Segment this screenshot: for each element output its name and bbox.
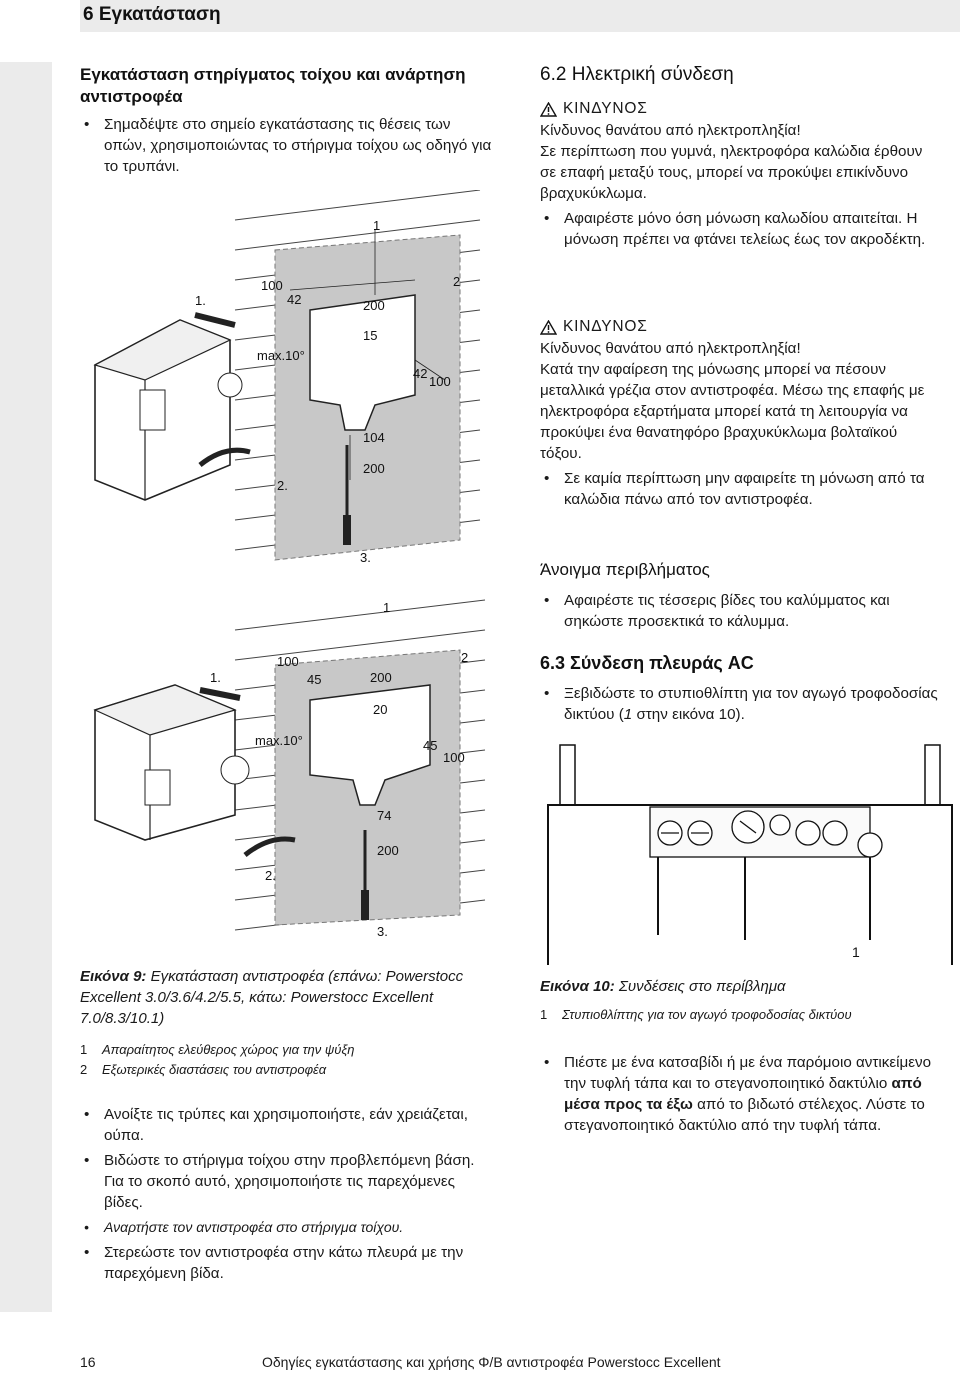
top-dim-100: 100 [261, 278, 283, 293]
step-item: • Στερεώστε τον αντιστροφέα στην κάτω πλευρά με την παρεχόμενη βίδα. [80, 1242, 495, 1284]
plug-bullet: • Πιέστε με ένα κατσαβίδι ή με ένα παρόμοιο αντικείμενο την τυφλή τάπα και το στεγανοποιητικό δακτύλιο από μέσα προς τα έξω από το βιδωτό στέλεχος. Λύστε το στεγανοποιητικό δακτύλιο από την τυφλή τάπα. [540, 1052, 950, 1136]
figure-9-bottom-drawing [85, 590, 495, 940]
figure-9-top-drawing [85, 190, 495, 570]
top-callout-2: 2 [453, 274, 461, 289]
top-dim-100b: 100 [429, 374, 451, 389]
legend-item: 1 Στυπιοθλίπτης για τον αγωγό τροφοδοσίας δικτύου [540, 1007, 852, 1022]
ac-heading: 6.3 Σύνδεση πλευράς AC [540, 653, 754, 673]
bottom-dim-45a: 45 [307, 672, 322, 687]
danger-title-2: ΚΙΝΔΥΝΟΣ [540, 318, 940, 336]
bottom-dim-200a: 200 [370, 670, 392, 685]
top-step2: 2. [277, 478, 288, 493]
electrical-heading: 6.2 Ηλεκτρική σύνδεση [540, 64, 734, 85]
top-max-angle: max.10° [257, 348, 305, 363]
top-step3: 3. [360, 550, 371, 565]
warning-triangle-icon [540, 320, 557, 335]
bottom-callout-1: 1 [383, 600, 391, 615]
warning-triangle-icon [540, 102, 557, 117]
bottom-step3: 3. [377, 924, 388, 939]
top-dim-104: 104 [363, 430, 385, 445]
danger-subtitle-1: Κίνδυνος θανάτου από ηλεκτροπληξία! [540, 122, 801, 139]
legend-item: 2 Εξωτερικές διαστάσεις του αντιστροφέα [80, 1062, 327, 1077]
danger-title-1: ΚΙΝΔΥΝΟΣ [540, 100, 940, 118]
step-item: • Αναρτήστε τον αντιστροφέα στο στήριγμα τοίχου. [80, 1217, 495, 1238]
footer-document-title: Οδηγίες εγκατάστασης και χρήσης Φ/Β αντιστροφέα Powerstocc Excellent [262, 1354, 721, 1370]
figure-9-label: Εικόνα 9: [80, 968, 147, 985]
bottom-dim-100: 100 [277, 654, 299, 669]
mount-bullet: • Σημαδέψτε στο σημείο εγκατάστασης τις θέσεις των οπών, χρησιμοποιώντας το στήριγμα τοίχου ως οδηγό για το τρυπάνι. [80, 114, 495, 177]
bottom-dim-100b: 100 [443, 750, 465, 765]
legend-item: 1 Απαραίτητος ελεύθερος χώρος για την ψύξη [80, 1042, 355, 1057]
top-dim-200a: 200 [363, 298, 385, 313]
chapter-title: 6 Εγκατάσταση [83, 4, 221, 25]
bottom-dim-45b: 45 [423, 738, 438, 753]
danger-body-2: Κατά την αφαίρεση της μόνωσης μπορεί να πέσουν μεταλλικά γρέζια στον αντιστροφέα. Μέσω της επαφής με ηλεκτροφόρα εξαρτήματα μπορεί κατά τη λειτουργία να προκύψει ένα θανατηφόρο βραχυκύκλωμα βολταϊκού τόξου. [540, 361, 925, 462]
step-item: • Βιδώστε το στήριγμα τοίχου στην προβλεπόμενη βάση. Για το σκοπό αυτό, χρησιμοποιήστε τις παρεχόμενες βίδες. [80, 1150, 495, 1213]
page-number: 16 [80, 1354, 96, 1370]
mount-bullet-list [80, 114, 495, 177]
danger-bullets-2 [540, 468, 940, 510]
figure-10-label: Εικόνα 10: [540, 978, 615, 995]
top-step1: 1. [195, 293, 206, 308]
ac-bullet: • Ξεβιδώστε το στυπιοθλίπτη για τον αγωγό τροφοδοσίας δικτύου (1 στην εικόνα 10). [540, 683, 950, 725]
page-margin-bar [0, 62, 52, 1312]
housing-bullet: • Αφαιρέστε τις τέσσερις βίδες του καλύμματος και σηκώστε προσεκτικά το κάλυμμα. [540, 590, 950, 632]
mounting-steps [80, 1104, 495, 1284]
bottom-step2: 2. [265, 868, 276, 883]
fig10-callout-1: 1 [852, 944, 860, 960]
danger-bullets-1 [540, 208, 940, 250]
mount-heading: Εγκατάσταση στηρίγματος τοίχου και ανάρτηση αντιστροφέα [80, 65, 466, 106]
bottom-dim-74: 74 [377, 808, 392, 823]
plug-bullets [540, 1052, 950, 1136]
danger-bullet-2: • Σε καμία περίπτωση μην αφαιρείτε τη μόνωση από τα καλώδια πάνω από τον αντιστροφέα. [540, 468, 940, 510]
danger-subtitle-2: Κίνδυνος θανάτου από ηλεκτροπληξία! [540, 340, 801, 357]
top-dim-200b: 200 [363, 461, 385, 476]
figure-9-caption: Εικόνα 9: Εγκατάσταση αντιστροφέα (επάνω: Powerstocc Excellent 3.0/3.6/4.2/5.5, κάτω: Powerstocc Excellent 7.0/8.3/10.1) [80, 968, 464, 1027]
bottom-step1: 1. [210, 670, 221, 685]
top-dim-42b: 42 [413, 366, 428, 381]
figure-10-caption: Εικόνα 10: Συνδέσεις στο περίβλημα [540, 978, 786, 995]
bottom-callout-2: 2 [461, 650, 469, 665]
figure-10-legend [540, 1005, 950, 1025]
top-dim-15: 15 [363, 328, 378, 343]
danger-block-1 [540, 100, 940, 250]
danger-bullet-1: • Αφαιρέστε μόνο όση μόνωση καλωδίου απαιτείται. Η μόνωση πρέπει να φτάνει τελείως έως τον ακροδέκτη. [540, 208, 940, 250]
top-callout-1: 1 [373, 218, 381, 233]
ac-bullets [540, 683, 950, 725]
top-dim-42a: 42 [287, 292, 302, 307]
figure-10-drawing [540, 735, 960, 965]
bottom-dim-200b: 200 [377, 843, 399, 858]
danger-body-1: Σε περίπτωση που γυμνά, ηλεκτροφόρα καλώδια έρθουν σε επαφή μεταξύ τους, μπορεί να προκύψει επικίνδυνο βραχυκύκλωμα. [540, 143, 923, 202]
step-item: • Ανοίξτε τις τρύπες και χρησιμοποιήστε, εάν χρειάζεται, ούπα. [80, 1104, 495, 1146]
bottom-dim-20: 20 [373, 702, 388, 717]
housing-bullets [540, 590, 950, 632]
bottom-max-angle: max.10° [255, 733, 303, 748]
housing-heading: Άνοιγμα περιβλήματος [540, 560, 710, 579]
danger-block-2 [540, 318, 940, 510]
figure-9-legend [80, 1040, 490, 1080]
